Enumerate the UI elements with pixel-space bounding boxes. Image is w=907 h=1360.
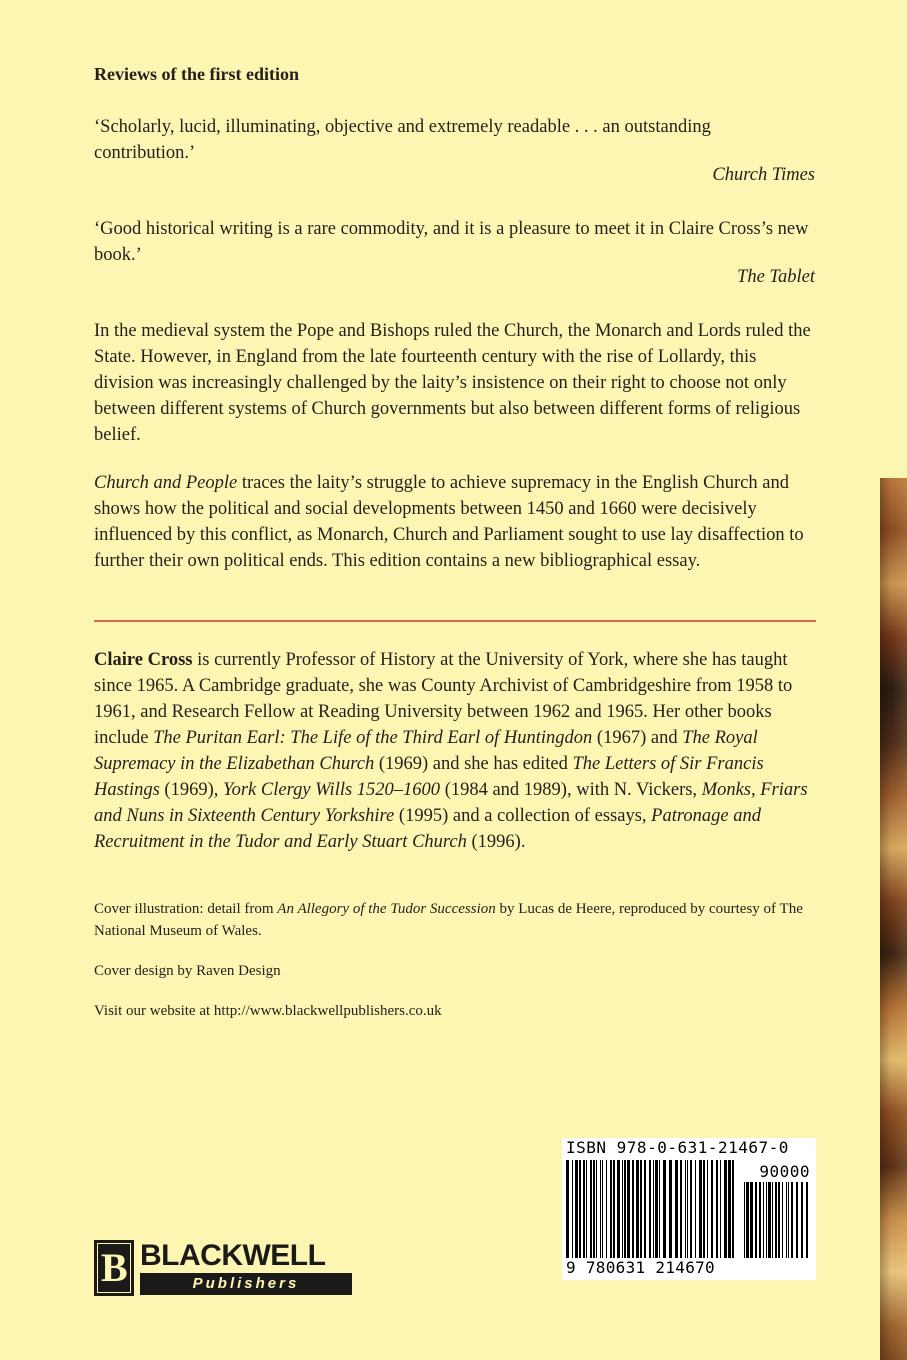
barcode-bar: [750, 1182, 753, 1258]
author-book-3: The Letters of Sir Francis Hastings: [94, 754, 764, 800]
barcode-bar: [636, 1160, 639, 1258]
author-book-4: York Clergy Wills 1520–1600: [223, 780, 441, 800]
barcode-bar: [593, 1160, 595, 1258]
barcode-bar: [778, 1182, 780, 1258]
barcode-bar: [796, 1182, 798, 1258]
cover-illustration-prefix: Cover illustration: detail from: [94, 901, 278, 917]
author-book-5: Monks, Friars and Nuns in Sixteenth Century Yorkshire: [94, 780, 808, 826]
author-bio-text-1: is currently Professor of History at the University of York, where she has taught since 1965. A Cambridge graduate, she was County Archivist of Cambridgeshire from 1958 to 1961, and Research Fellow at Reading University between 1962 and 1965. Her other books include: [94, 650, 793, 748]
barcode-bar: [583, 1160, 585, 1258]
barcode-bar: [572, 1160, 573, 1258]
barcode-bar: [622, 1160, 623, 1258]
barcode-bar: [759, 1182, 761, 1258]
barcode-bar: [724, 1160, 727, 1258]
barcode-bar: [763, 1182, 764, 1258]
barcode-bar: [640, 1160, 642, 1258]
barcode-bar: [720, 1160, 721, 1258]
barcode-bar: [600, 1160, 601, 1258]
barcode-bar: [746, 1182, 749, 1258]
barcode-bar: [687, 1160, 688, 1258]
barcode-bar: [649, 1160, 651, 1258]
barcode-bar: [768, 1182, 771, 1258]
blurb-paragraph-2-text: traces the laity’s struggle to achieve supremacy in the English Church and shows how the political and social developments between 1450 and 1660 were decisively influenced by this conflict, as Monarch, Church and Parliament sought to use lay disaffection to further their own political ends. This edition contains a new bibliographical essay.: [94, 473, 804, 571]
section-divider: [94, 620, 816, 622]
barcode-bar: [606, 1160, 607, 1258]
barcode-bar: [772, 1182, 773, 1258]
barcode-bar: [680, 1160, 682, 1258]
barcode-bar: [575, 1160, 578, 1258]
barcode-bar: [786, 1182, 787, 1258]
cover-illustration-suffix: by Lucas de Heere, reproduced by courtesy of The National Museum of Wales.: [94, 901, 803, 939]
ean-barcode-bars: [566, 1160, 734, 1258]
cover-illustration-credit: [94, 898, 816, 942]
barcode-bar: [675, 1160, 678, 1258]
barcode-bar: [663, 1160, 666, 1258]
barcode-bar: [707, 1160, 708, 1258]
author-book-2: The Royal Supremacy in the Elizabethan Church: [94, 728, 758, 774]
reviews-heading: Reviews of the first edition: [94, 64, 299, 84]
barcode-bar: [669, 1160, 672, 1258]
book-title: Church and People: [94, 473, 238, 493]
review-quote-2: ‘Good historical writing is a rare commodity, and it is a pleasure to meet it in Claire Cross’s new book.’: [94, 219, 809, 265]
barcode-bar: [644, 1160, 646, 1258]
barcode-bar: [711, 1160, 713, 1258]
cover-painting-edge: [880, 478, 907, 1360]
barcode-bar: [566, 1160, 569, 1258]
website-line: Visit our website at http://www.blackwellpublishers.co.uk: [94, 1003, 442, 1019]
barcode-bar: [624, 1160, 626, 1258]
author-bio: [94, 647, 816, 855]
publisher-logo-mark: [94, 1240, 134, 1296]
barcode-bar: [775, 1182, 777, 1258]
barcode-bar: [695, 1160, 696, 1258]
barcode-bar: [732, 1160, 734, 1258]
barcode-bar: [653, 1160, 654, 1258]
isbn-text: ISBN 978-0-631-21467-0: [566, 1138, 789, 1157]
barcode-bar: [602, 1160, 603, 1258]
barcode-bar: [703, 1160, 705, 1258]
cover-illustration-title: An Allegory of the Tudor Succession: [277, 901, 496, 917]
publisher-name: BLACKWELL: [140, 1239, 326, 1272]
review-source-1: Church Times: [712, 165, 815, 185]
barcode-bar: [788, 1182, 789, 1258]
barcode-bar: [610, 1160, 612, 1258]
barcode-bar: [716, 1160, 718, 1258]
barcode-bar: [728, 1160, 731, 1258]
barcode-bar: [744, 1182, 745, 1258]
review-source-2: The Tablet: [737, 267, 815, 287]
barcode-bar: [806, 1182, 808, 1258]
barcode-bar: [617, 1160, 620, 1258]
barcode: [562, 1138, 816, 1280]
barcode-bar: [791, 1182, 793, 1258]
author-bio-text-2: (1967) and: [592, 728, 683, 748]
author-bio-text-5: (1984 and 1989), with N. Vickers,: [440, 780, 702, 800]
barcode-bar: [632, 1160, 634, 1258]
ean-digits: 9 780631 214670: [566, 1258, 715, 1277]
addon-barcode-bars: [744, 1182, 808, 1258]
author-name: Claire Cross: [94, 650, 193, 670]
barcode-bar: [659, 1160, 660, 1258]
barcode-bar: [579, 1160, 581, 1258]
barcode-bar: [590, 1160, 592, 1258]
barcode-bar: [801, 1182, 803, 1258]
author-bio-text-3: (1969) and she has edited: [374, 754, 573, 774]
author-bio-text-4: (1969),: [159, 780, 223, 800]
publisher-subtitle: Publishers: [140, 1273, 352, 1295]
barcode-bar: [613, 1160, 615, 1258]
author-bio-text-6: (1995) and a collection of essays,: [394, 806, 652, 826]
cover-design-credit: Cover design by Raven Design: [94, 963, 281, 979]
barcode-bar: [755, 1182, 757, 1258]
author-book-6: Patronage and Recruitment in the Tudor and Early Stuart Church: [94, 806, 761, 852]
publisher-logo: [94, 1240, 356, 1296]
barcode-bar: [596, 1160, 597, 1258]
author-book-1: The Puritan Earl: The Life of the Third Earl of Huntingdon: [153, 728, 593, 748]
barcode-bar: [685, 1160, 686, 1258]
barcode-bar: [586, 1160, 587, 1258]
barcode-bar: [782, 1182, 783, 1258]
barcode-bar: [766, 1182, 767, 1258]
barcode-bar: [655, 1160, 658, 1258]
barcode-bar: [699, 1160, 702, 1258]
blurb-paragraph-1: In the medieval system the Pope and Bishops ruled the Church, the Monarch and Lords ruled the State. However, in England from the late fourteenth century with the rise of Lollardy, this division was increasingly challenged by the laity’s insistence on their right to choose not only between different systems of Church governments but also between different forms of religious belief.: [94, 321, 811, 445]
price-code: 90000: [759, 1162, 810, 1181]
review-quote-1: ‘Scholarly, lucid, illuminating, objective and extremely readable . . . an outstanding contribution.’: [94, 117, 711, 163]
publisher-logo-letter: B: [101, 1245, 128, 1290]
barcode-bar: [690, 1160, 692, 1258]
blurb-paragraph-2: [94, 470, 816, 574]
barcode-bar: [627, 1160, 630, 1258]
author-bio-text-7: (1996).: [466, 832, 526, 852]
